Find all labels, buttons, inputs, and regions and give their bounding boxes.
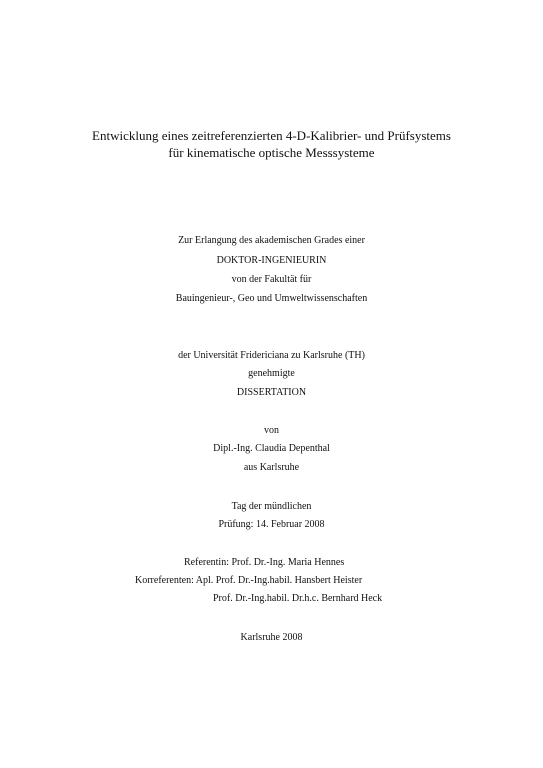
university-name: der Universität Fridericiana zu Karlsruhe (TH) [178, 350, 365, 361]
author-name: Dipl.-Ing. Claudia Depenthal [213, 443, 330, 454]
degree-purpose: Zur Erlangung des akademischen Grades einer [178, 235, 365, 246]
author-origin: aus Karlsruhe [243, 462, 300, 473]
place-year: Karlsruhe 2008 [240, 632, 303, 643]
dissertation-label: DISSERTATION [236, 387, 307, 398]
thesis-title-line-1: Entwicklung eines zeitreferenzierten 4-D-Kalibrier- und Prüfsystems [92, 128, 451, 143]
faculty-name: Bauingenieur-, Geo und Umweltwissenschaften [175, 293, 368, 304]
exam-date: Prüfung: 14. Februar 2008 [218, 519, 325, 530]
exam-label: Tag der mündlichen [231, 501, 312, 512]
faculty-intro: von der Fakultät für [231, 274, 312, 285]
thesis-title-line-2: für kinematische optische Messsysteme [168, 145, 375, 160]
approved-label: genehmigte [248, 368, 295, 379]
co-referee-1: Korreferenten: Apl. Prof. Dr.-Ing.habil. Hansbert Heister [135, 575, 363, 586]
referee-main: Referentin: Prof. Dr.-Ing. Maria Hennes [184, 557, 345, 568]
degree-name: DOKTOR-INGENIEURIN [216, 255, 327, 266]
von-label: von [264, 425, 279, 436]
co-referee-2: Prof. Dr.-Ing.habil. Dr.h.c. Bernhard Heck [213, 593, 383, 604]
